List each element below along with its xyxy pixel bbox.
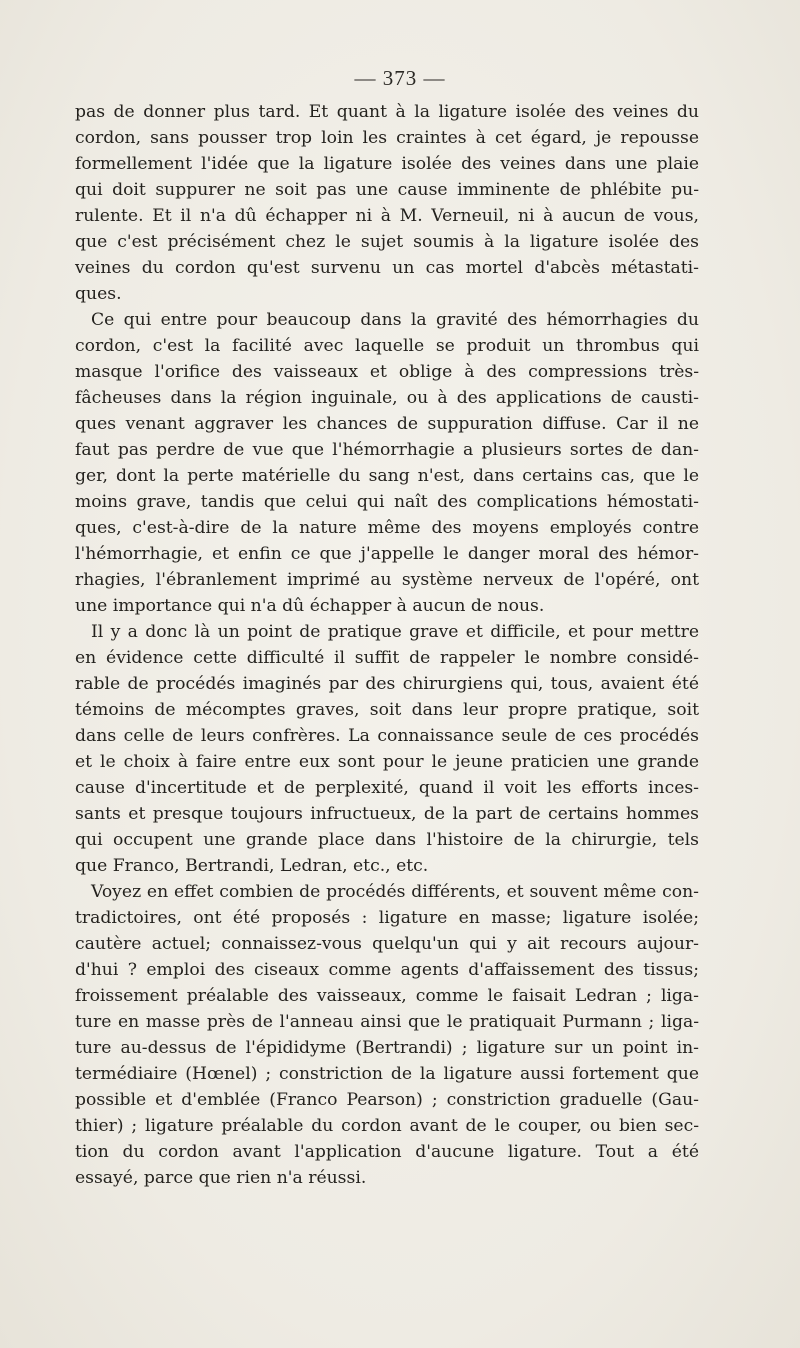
text-line: qui doit suppurer ne soit pas une cause imminente de phlébite pu-: [75, 180, 699, 200]
text-line: en évidence cette difficulté il suffit de rappeler le nombre considé-: [75, 648, 699, 668]
paragraph: [75, 879, 699, 1191]
text-line: ger, dont la perte matérielle du sang n'est, dans certains cas, que le: [75, 466, 699, 486]
text-line: froissement préalable des vaisseaux, comme le faisait Ledran ; liga-: [75, 986, 699, 1006]
text-line: ture en masse près de l'anneau ainsi que le pratiquait Purmann ; liga-: [75, 1012, 699, 1032]
text-line: thier) ; ligature préalable du cordon avant de le couper, ou bien sec-: [75, 1116, 699, 1136]
text-line: témoins de mécomptes graves, soit dans leur propre pratique, soit: [75, 700, 699, 720]
text-line: tion du cordon avant l'application d'aucune ligature. Tout a été: [75, 1142, 699, 1162]
text-line: pas de donner plus tard. Et quant à la ligature isolée des veines du: [75, 102, 699, 122]
paragraph: [75, 307, 699, 619]
text-line: d'hui ? emploi des ciseaux comme agents d'affaissement des tissus;: [75, 960, 699, 980]
text-line: cordon, c'est la facilité avec laquelle se produit un thrombus qui: [75, 336, 699, 356]
text-line: dans celle de leurs confrères. La connaissance seule de ces procédés: [75, 726, 699, 746]
text-line: et le choix à faire entre eux sont pour le jeune praticien une grande: [75, 752, 699, 772]
text-line: Voyez en effet combien de procédés différents, et souvent même con-: [91, 882, 699, 902]
text-line: ture au-dessus de l'épididyme (Bertrandi) ; ligature sur un point in-: [75, 1038, 699, 1058]
text-line: essayé, parce que rien n'a réussi.: [75, 1168, 367, 1188]
text-line: tradictoires, ont été proposés : ligature en masse; ligature isolée;: [75, 908, 699, 928]
text-line: cordon, sans pousser trop loin les craintes à cet égard, je repousse: [75, 128, 699, 148]
text-line: Ce qui entre pour beaucoup dans la gravité des hémorrhagies du: [91, 310, 699, 330]
text-line: que Franco, Bertrandi, Ledran, etc., etc.: [75, 856, 429, 876]
text-line: une importance qui n'a dû échapper à aucun de nous.: [75, 596, 545, 616]
text-line: rable de procédés imaginés par des chirurgiens qui, tous, avaient été: [75, 674, 699, 694]
text-line: ques, c'est-à-dire de la nature même des moyens employés contre: [75, 518, 699, 538]
text-line: rhagies, l'ébranlement imprimé au système nerveux de l'opéré, ont: [75, 570, 699, 590]
paragraph: [75, 99, 699, 307]
text-line: ques.: [75, 284, 122, 304]
text-line: l'hémorrhagie, et enfin ce que j'appelle le danger moral des hémor-: [75, 544, 699, 564]
text-line: que c'est précisément chez le sujet soumis à la ligature isolée des: [75, 232, 699, 252]
text-line: cause d'incertitude et de perplexité, quand il voit les efforts inces-: [75, 778, 699, 798]
text-line: fâcheuses dans la région inguinale, ou à des applications de causti-: [75, 388, 699, 408]
page-number: — 373 —: [354, 66, 446, 90]
text-line: rulente. Et il n'a dû échapper ni à M. Verneuil, ni à aucun de vous,: [75, 206, 699, 226]
text-line: veines du cordon qu'est survenu un cas mortel d'abcès métastati-: [75, 258, 699, 278]
text-line: Il y a donc là un point de pratique grave et difficile, et pour mettre: [91, 622, 699, 642]
text-line: formellement l'idée que la ligature isolée des veines dans une plaie: [75, 154, 699, 174]
text-line: possible et d'emblée (Franco Pearson) ; constriction graduelle (Gau-: [75, 1090, 699, 1110]
text-line: ques venant aggraver les chances de suppuration diffuse. Car il ne: [75, 414, 699, 434]
text-line: faut pas perdre de vue que l'hémorrhagie a plusieurs sortes de dan-: [75, 440, 699, 460]
text-line: moins grave, tandis que celui qui naît des complications hémostati-: [75, 492, 699, 512]
text-line: qui occupent une grande place dans l'histoire de la chirurgie, tels: [75, 830, 699, 850]
text-line: masque l'orifice des vaisseaux et oblige à des compressions très-: [75, 362, 699, 382]
text-line: sants et presque toujours infructueux, de la part de certains hommes: [75, 804, 699, 824]
paragraph: [75, 619, 699, 879]
body-text: [75, 99, 699, 1191]
text-line: termédiaire (Hœnel) ; constriction de la ligature aussi fortement que: [75, 1064, 699, 1084]
text-line: cautère actuel; connaissez-vous quelqu'un qui y ait recours aujour-: [75, 934, 699, 954]
